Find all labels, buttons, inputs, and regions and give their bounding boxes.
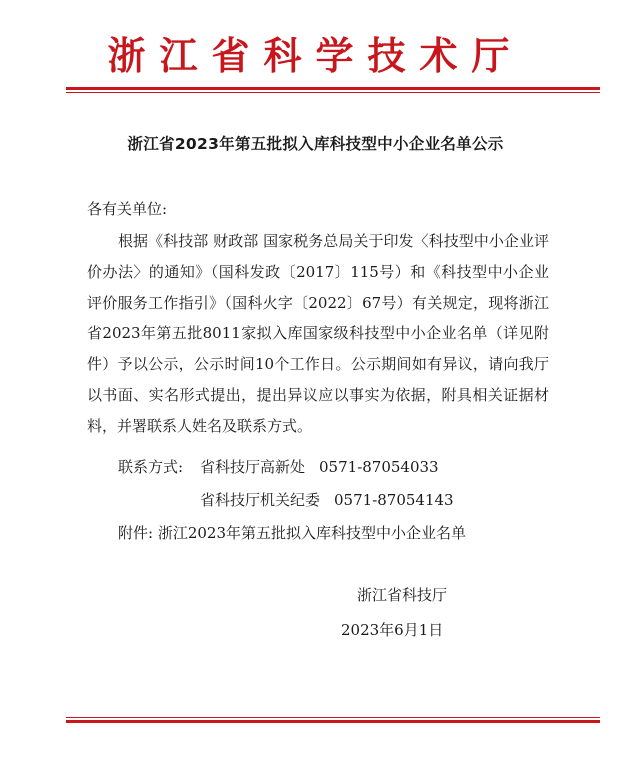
body-paragraph: 根据《科技部 财政部 国家税务总局关于印发〈科技型中小企业评价办法〉的通知》（国科发政〔2017〕115号）和《科技型中小企业评价服务工作指引》（国科火字〔2022〕67号）有关规定，现将浙江省2023年第五批8011家拟入库国家级科技型中小企业名单（详见附件）予以公示，公示时间10个工作日。公示期间如有异议，请向我厅以书面、实名形式提出，提出异议应以事实为依据，附具相关证据材料，并署联系人姓名及联系方式。 [87, 232, 549, 435]
signature-org: 浙江省科技厅 [357, 586, 448, 604]
footer-rule-thick [66, 720, 600, 723]
document-title: 浙江省2023年第五批拟入库科技型中小企业名单公示 [127, 135, 504, 153]
contact-phone: 0571-87054033 [319, 458, 439, 476]
contact-phone: 0571-87054143 [334, 491, 454, 509]
footer-rule-thin [66, 717, 600, 718]
salutation: 各有关单位: [87, 200, 168, 218]
contact-line-2 [200, 489, 454, 510]
signature-date: 2023年6月1日 [341, 621, 444, 639]
contact-label: 联系方式: [118, 458, 184, 476]
letterhead-rule-thin [66, 92, 600, 93]
contact-dept: 省科技厅高新处 [200, 458, 306, 476]
letterhead-rule-thick [66, 87, 600, 90]
attachment-line: 附件: 浙江2023年第五批拟入库科技型中小企业名单 [118, 524, 466, 542]
contact-line-1 [200, 456, 439, 477]
letterhead-org-name: 浙江省科学技术厅 [107, 33, 524, 78]
contact-dept: 省科技厅机关纪委 [200, 491, 321, 509]
